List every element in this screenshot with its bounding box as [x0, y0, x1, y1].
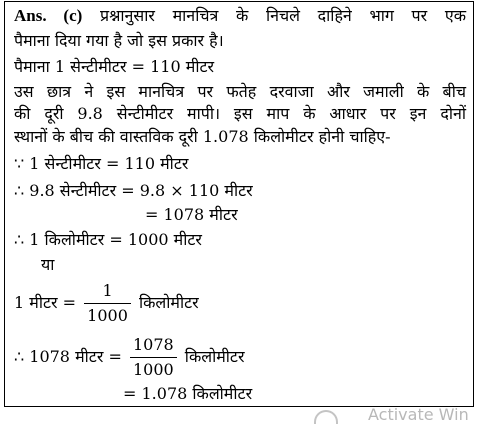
since-line: ∵ 1 सेन्टीमीटर = 110 मीटर: [14, 154, 189, 173]
therefore-line-1: ∴ 9.8 सेन्टीमीटर = 9.8 × 110 मीटर: [14, 181, 253, 200]
scale-line: पैमाना 1 सेन्टीमीटर = 110 मीटर: [14, 57, 215, 76]
fraction-2-denominator: 1000: [132, 360, 174, 379]
fraction-1: [84, 279, 131, 328]
activate-windows-watermark: [314, 405, 469, 424]
result-meters: = 1078 मीटर: [145, 205, 238, 224]
fraction-2-numerator: 1078: [130, 333, 177, 358]
activation-icon: [314, 410, 338, 424]
km-unit-2: किलोमीटर: [184, 347, 245, 366]
watermark-text: Activate Win: [368, 405, 469, 424]
answer-label: Ans. (c): [14, 6, 83, 25]
meter-lhs: 1 मीटर =: [14, 293, 77, 312]
or-word: या: [41, 255, 55, 274]
km-unit-1: किलोमीटर: [138, 293, 199, 312]
intro-line-2: पैमाना दिया गया है जो इस प्रकार है।: [14, 31, 224, 50]
intro-text-1: प्रश्नानुसार मानचित्र के निचले दाहिने भाग पर एक: [99, 6, 466, 25]
fraction-2: [130, 333, 177, 382]
paragraph-line-1: उस छात्र ने इस मानचित्र पर फतेह दरवाजा और जमाली के बीच: [14, 82, 466, 101]
fraction-1-denominator: 1000: [87, 306, 128, 325]
paragraph-line-2: की दूरी 9.8 सेन्टीमीटर मापी। इस माप के आधार पर इन दोनों: [14, 104, 466, 123]
conversion-lhs: ∴ 1078 मीटर =: [14, 347, 122, 366]
answer-box: [4, 1, 474, 407]
paragraph-line-3: स्थानों के बीच की वास्तविक दूरी 1.078 किलोमीटर होनी चाहिए-: [14, 127, 391, 146]
fraction-1-numerator: 1: [84, 279, 131, 304]
final-conversion: [14, 332, 245, 382]
intro-line-1: [14, 6, 466, 26]
meter-conversion: [14, 278, 199, 328]
final-result: = 1.078 किलोमीटर: [123, 384, 253, 403]
km-line: ∴ 1 किलोमीटर = 1000 मीटर: [14, 230, 202, 249]
